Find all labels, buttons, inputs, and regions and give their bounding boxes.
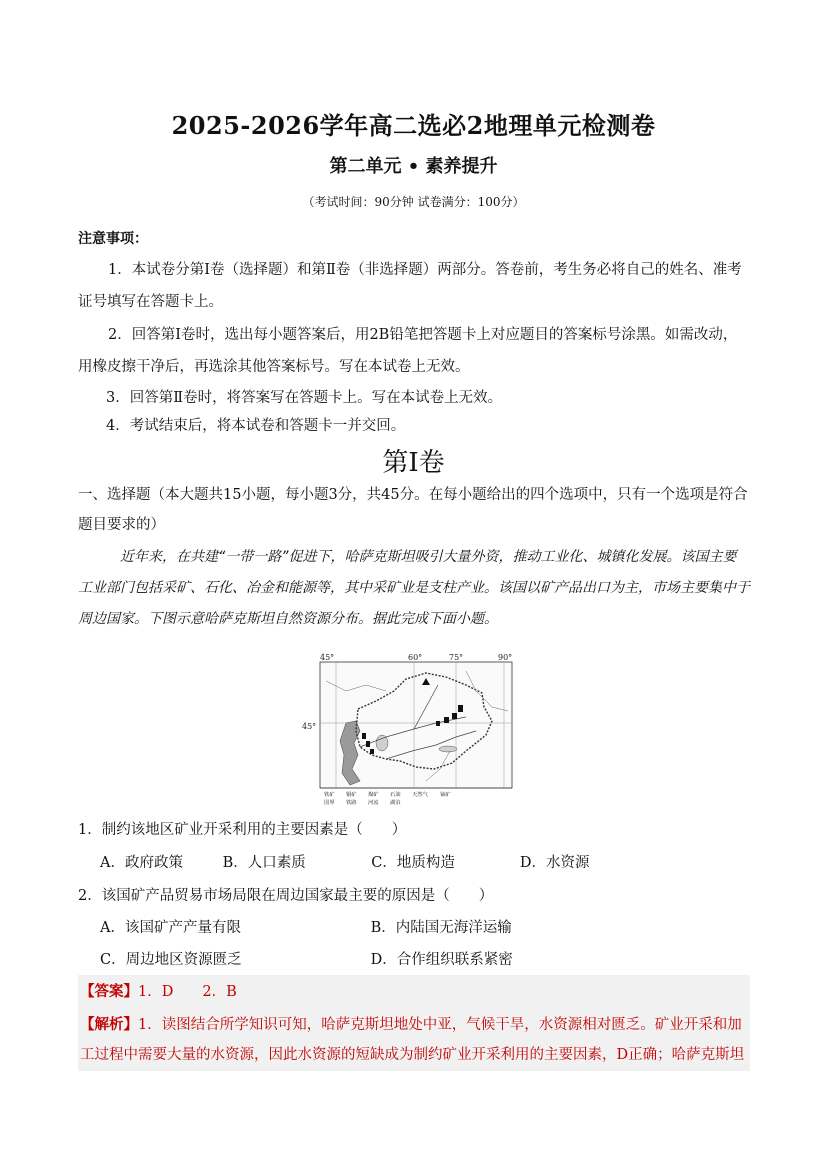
legend-railway: 铁路 <box>346 800 357 806</box>
balkhash-lake <box>439 746 457 752</box>
analysis-block <box>80 1010 750 1070</box>
mineral-site-icon <box>458 705 463 712</box>
kazakhstan-resource-map <box>302 651 516 807</box>
map-lon-label: 90° <box>498 653 513 662</box>
q2-option-b[interactable]: B．内陆国无海洋运输 <box>370 920 512 936</box>
question-2-options-row1 <box>100 916 740 937</box>
map-lon-label: 75° <box>449 653 464 662</box>
notice-heading: 注意事项： <box>78 231 148 247</box>
legend-iron: 铁矿 <box>324 792 335 798</box>
q2-option-a[interactable]: A．该国矿产产量有限 <box>100 920 241 936</box>
legend-lake: 湖泊 <box>390 800 401 806</box>
legend-river: 河流 <box>368 800 379 806</box>
unit-subtitle: 第二单元 • 素养提升 <box>329 156 498 177</box>
map-lon-label: 45° <box>320 653 335 662</box>
legend-border: 国界 <box>324 800 335 806</box>
mineral-site-icon <box>452 713 457 719</box>
exam-title: 2025-2026学年高二选必2地理单元检测卷 <box>171 111 656 140</box>
notice-item-4: 4．考试结束后，将本试卷和答题卡一并交回。 <box>106 418 406 434</box>
q2-option-d[interactable]: D．合作组织联系紧密 <box>370 952 513 968</box>
question-2-stem: 2．该国矿产品贸易市场局限在周边国家最主要的原因是（ ） <box>78 888 494 904</box>
notice-item-1: 1．本试卷分第Ⅰ卷（选择题）和第Ⅱ卷（非选择题）两部分。答卷前，考生务必将自己的姓名、准考证号填写在答题卡上。 <box>78 262 742 310</box>
analysis-label: 【解析】 <box>80 1016 138 1033</box>
q1-option-d[interactable]: D．水资源 <box>519 855 590 871</box>
mineral-site-icon <box>370 749 374 754</box>
section-title: 第Ⅰ卷 <box>382 448 445 478</box>
q1-option-b[interactable]: B．人口素质 <box>222 855 306 871</box>
q2-option-c[interactable]: C．周边地区资源匮乏 <box>100 952 242 968</box>
mineral-site-icon <box>366 741 370 747</box>
question-1-stem: 1．制约该地区矿业开采利用的主要因素是（ ） <box>78 822 407 838</box>
notice-item-3: 3．回答第Ⅱ卷时，将答案写在答题卡上。写在本试卷上无效。 <box>106 390 503 406</box>
legend-gas: 天然气 <box>412 792 428 798</box>
reading-passage: 近年来，在共建“一带一路”促进下，哈萨克斯坦吸引大量外资，推动工业化、城镇化发展。该国主要工业部门包括采矿、石化、冶金和能源等，其中采矿业是支柱产业。该国以矿产品出口为主，市场主要集中于周边国家。下图示意哈萨克斯坦自然资源分布。据此完成下面小题。 <box>78 549 750 627</box>
notice-item-2: 2．回答第Ⅰ卷时，选出每小题答案后，用2B铅笔把答题卡上对应题目的答案标号涂黑。如需改动，用橡皮擦干净后，再选涂其他答案标号。写在本试卷上无效。 <box>78 327 738 375</box>
mineral-site-icon <box>362 733 366 739</box>
q1-option-a[interactable]: A．政府政策 <box>100 855 183 871</box>
map-lon-label: 60° <box>408 653 423 662</box>
mineral-site-icon <box>444 717 449 723</box>
exam-info: （考试时间：90分钟 试卷满分：100分） <box>302 195 525 209</box>
answer-line <box>80 980 237 1001</box>
q1-option-c[interactable]: C．地质构造 <box>371 855 455 871</box>
answer-label: 【答案】 <box>80 983 138 1000</box>
legend-oil: 石油 <box>390 792 401 798</box>
legend-coal: 煤矿 <box>368 792 379 798</box>
map-lat-label: 45° <box>302 722 317 731</box>
aral-lake <box>376 735 388 751</box>
section-instruction: 一、选择题（本大题共15小题，每小题3分，共45分。在每小题给出的四个选项中，只有一个选项是符合题目要求的） <box>78 487 748 533</box>
mineral-site-icon <box>436 721 440 726</box>
legend-copper: 铜矿 <box>346 792 357 798</box>
question-1-options <box>100 851 740 872</box>
question-2-options-row2 <box>100 948 740 969</box>
answer-text: 1．D 2．B <box>138 984 237 1000</box>
legend-uranium: 铀矿 <box>440 792 451 798</box>
analysis-text: 1．读图结合所学知识可知，哈萨克斯坦地处中亚，气候干旱，水资源相对匮乏。矿业开采和加工过程中需要大量的水资源，因此水资源的短缺成为制约矿业开采利用的主要因素，D正确；哈萨克斯坦 <box>80 1017 745 1063</box>
